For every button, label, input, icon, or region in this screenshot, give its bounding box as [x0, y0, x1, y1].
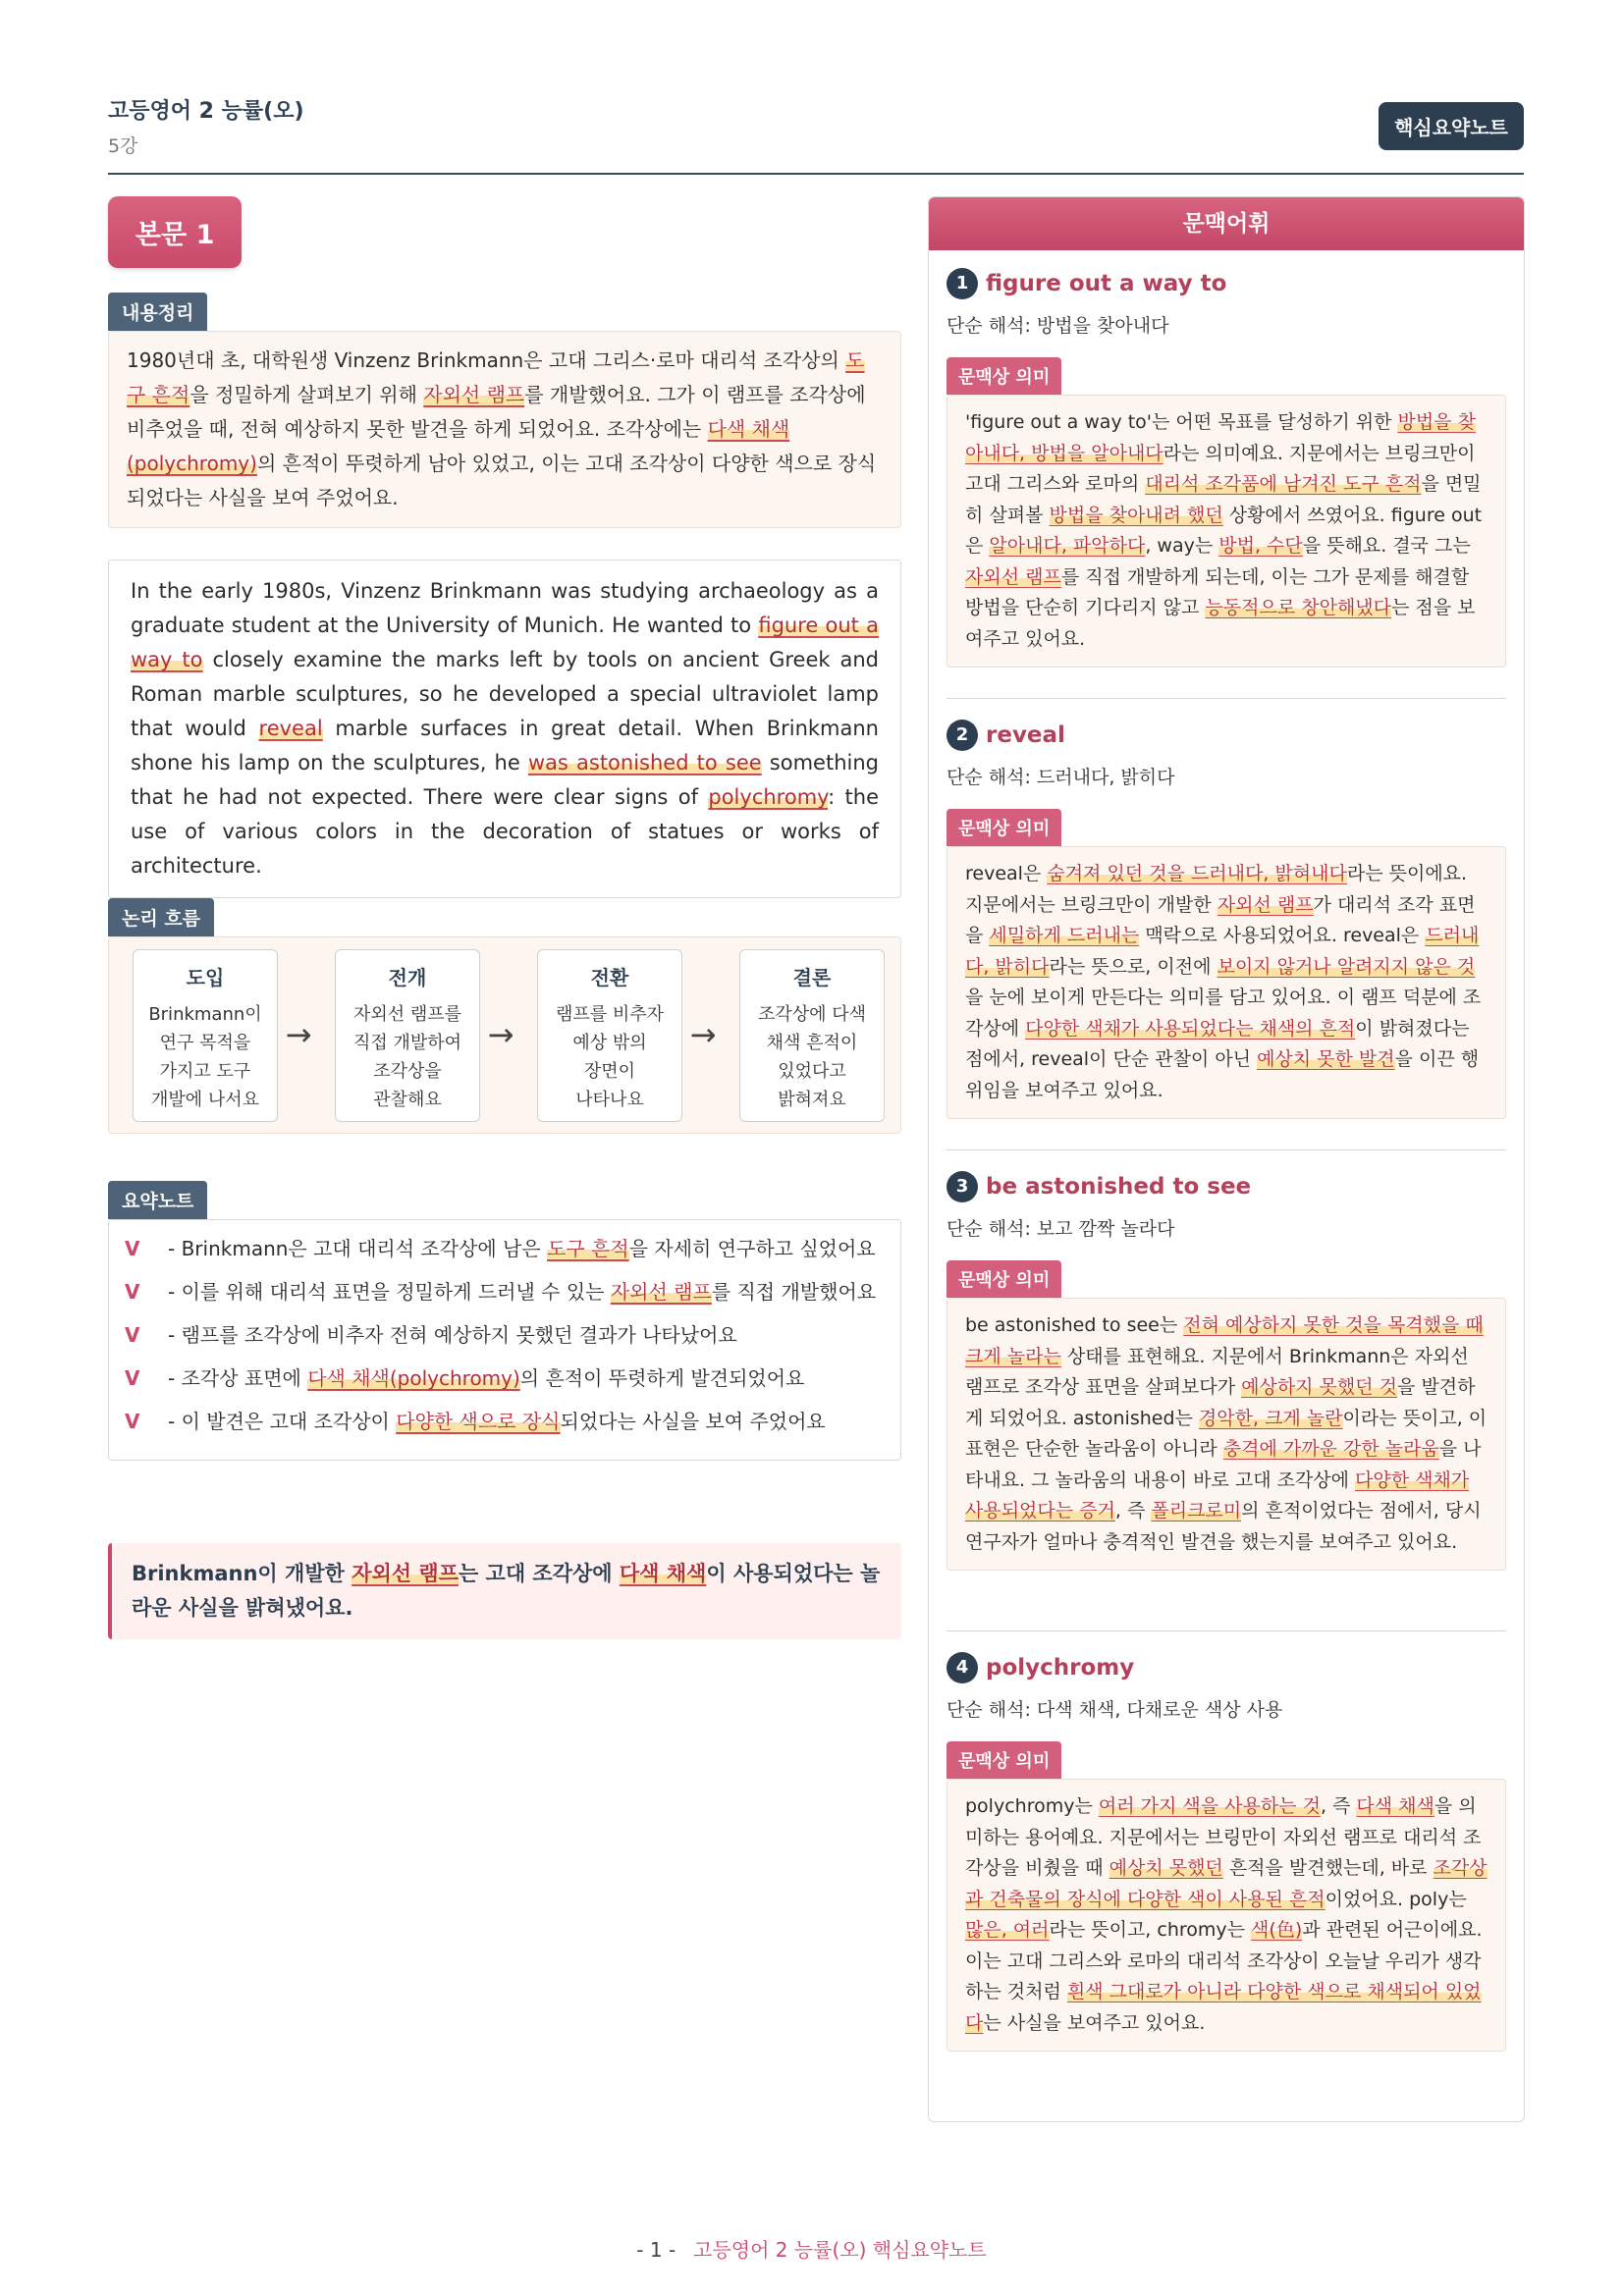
content-summary-section [108, 293, 901, 528]
check-mark-icon: V [125, 1323, 140, 1347]
context-meaning-tag: 문맥상 의미 [947, 1260, 1061, 1298]
footer-title: 고등영어 2 능률(오) 핵심요약노트 [693, 2238, 987, 2262]
context-meaning-tag: 문맥상 의미 [947, 809, 1061, 846]
item-number-badge: 3 [947, 1171, 978, 1202]
list-item: V - 이 발견은 고대 조각상이 다양한 색으로 장식되었다는 사실을 보여 주었어요 [125, 1405, 885, 1438]
context-meaning-text: polychromy는 여러 가지 색을 사용하는 것, 즉 다색 채색을 의미하는 용어예요. 지문에서는 브링만이 자외선 램프로 대리석 조각상을 비췄을 때 예상치 못했던 흔적을 발견했는데, 바로 조각상과 건축물의 장식에 다양한 색이 사용된 흔적이었어요. poly는 많은, 여러라는 뜻이고, chromy는 색(色)과 관련된 어근이에요. 이는 고대 그리스와 로마의 대리석 조각상이 오늘날 우리가 생각하는 것처럼 흰색 그대로가 아니라 다양한 색으로 채색되어 있었다는 사실을 보여주고 있어요. [947, 1779, 1506, 2052]
page-header [108, 94, 1524, 175]
flow-step-development: 전개 자외선 램프를 직접 개발하여 조각상을 관찰해요 [335, 949, 480, 1122]
simple-meaning: 단순 해석: 다색 채색, 다채로운 색상 사용 [947, 1699, 1283, 1721]
summary-list [108, 1219, 901, 1461]
list-item: V - 램프를 조각상에 비추자 전혀 예상하지 못했던 결과가 나타났어요 [125, 1318, 885, 1352]
list-item: V - 조각상 표면에 다색 채색(polychromy)의 흔적이 뚜렷하게 발견되었어요 [125, 1362, 885, 1395]
divider [947, 698, 1506, 699]
content-summary-text: 1980년대 초, 대학원생 Vinzenz Brinkmann은 고대 그리스·로마 대리석 조각상의 도구 흔적을 정밀하게 살펴보기 위해 자외선 램프를 개발했어요. 그가 이 램프를 조각상에 비추었을 때, 전혀 예상하지 못한 발견을 하게 되었어요. 조각상에는 다색 채색(polychromy)의 흔적이 뚜렷하게 남아 있었고, 이는 고대 조각상이 다양한 색으로 장식되었다는 사실을 보여 주었어요. [108, 331, 901, 528]
logic-flow-section [108, 898, 901, 1134]
vocab-item-3 [947, 1171, 1506, 1571]
check-mark-icon: V [125, 1280, 140, 1304]
item-number-badge: 4 [947, 1652, 978, 1683]
note-type-badge: 핵심요약노트 [1379, 102, 1524, 150]
context-meaning-text: be astonished to see는 전혀 예상하지 못한 것을 목격했을 때 크게 놀라는 상태를 표현해요. 지문에서 Brinkmann은 자외선 램프로 조각상 표면을 살펴보다가 예상하지 못했던 것을 발견하게 되었어요. astonished는 경악한, 크게 놀란이라는 뜻이고, 이 표현은 단순한 놀라움이 아니라 충격에 가까운 강한 놀라움을 나타내요. 그 놀라움의 내용이 바로 고대 조각상에 다양한 색채가 사용되었다는 증거, 즉 폴리크로미의 흔적이었다는 점에서, 당시 연구자가 얼마나 충격적인 발견을 했는지를 보여주고 있어요. [947, 1298, 1506, 1571]
vocab-item-1 [947, 268, 1506, 667]
item-number-badge: 2 [947, 720, 978, 751]
vocab-item-2 [947, 720, 1506, 1119]
flow-arrow-icon: → [285, 1016, 312, 1053]
lesson-number: 5강 [108, 135, 138, 157]
vocab-word: be astonished to see [986, 1174, 1252, 1200]
flow-step-conclusion: 결론 조각상에 다색 채색 흔적이 있었다고 밝혀져요 [739, 949, 885, 1122]
check-mark-icon: V [125, 1366, 140, 1390]
page-title: 고등영어 2 능률(오) [108, 99, 304, 124]
check-mark-icon: V [125, 1237, 140, 1260]
list-item: V - 이를 위해 대리석 표면을 정밀하게 드러낼 수 있는 자외선 램프를 직접 개발했어요 [125, 1275, 885, 1308]
context-vocabulary-panel [928, 196, 1525, 2122]
divider [947, 1149, 1506, 1150]
vocab-word: figure out a way to [986, 271, 1227, 296]
logic-flow [108, 936, 901, 1134]
context-meaning-text: reveal은 숨겨져 있던 것을 드러내다, 밝혀내다라는 뜻이에요. 지문에서는 브링크만이 개발한 자외선 램프가 대리석 조각 표면을 세밀하게 드러내는 맥락으로 사용되었어요. reveal은 드러내다, 밝히다라는 뜻으로, 이전에 보이지 않거나 알려지지 않은 것을 눈에 보이게 만든다는 의미를 담고 있어요. 이 램프 덕분에 조각상에 다양한 색채가 사용되었다는 채색의 흔적이 밝혀졌다는 점에서, reveal이 단순 관찰이 아닌 예상치 못한 발견을 이끈 행위임을 보여주고 있어요. [947, 846, 1506, 1119]
simple-meaning: 단순 해석: 보고 깜짝 놀라다 [947, 1218, 1175, 1240]
flow-step-intro: 도입 Brinkmann이 연구 목적을 가지고 도구 개발에 나서요 [133, 949, 278, 1122]
list-item: V - Brinkmann은 고대 대리석 조각상에 남은 도구 흔적을 자세히 연구하고 싶었어요 [125, 1232, 885, 1265]
content-summary-tag: 내용정리 [108, 293, 207, 331]
divider [947, 1630, 1506, 1631]
flow-step-turn: 전환 램프를 비추자 예상 밖의 장면이 나타나요 [537, 949, 682, 1122]
logic-flow-tag: 논리 흐름 [108, 898, 214, 936]
vocab-word: polychromy [986, 1655, 1135, 1681]
flow-arrow-icon: → [689, 1016, 717, 1053]
page-footer [0, 2234, 1623, 2263]
page-number: - 1 - [636, 2238, 676, 2262]
conclusion-box: Brinkmann이 개발한 자외선 램프는 고대 조각상에 다색 채색이 사용되었다는 놀라운 사실을 밝혀냈어요. [108, 1543, 901, 1639]
summary-note-section [108, 1181, 901, 1461]
left-column [108, 196, 901, 1620]
vocab-word: reveal [986, 722, 1065, 748]
section-label: 본문 1 [108, 196, 242, 268]
passage-section [108, 560, 901, 898]
summary-note-tag: 요약노트 [108, 1181, 207, 1219]
context-meaning-tag: 문맥상 의미 [947, 357, 1061, 395]
vocab-item-4 [947, 1652, 1506, 2052]
context-meaning-text: 'figure out a way to'는 어떤 목표를 달성하기 위한 방법을 찾아내다, 방법을 알아내다라는 의미예요. 지문에서는 브링크만이 고대 그리스와 로마의 대리석 조각품에 남겨진 도구 흔적을 면밀히 살펴볼 방법을 찾아내려 했던 상황에서 쓰였어요. figure out은 알아내다, 파악하다, way는 방법, 수단을 뜻해요. 결국 그는 자외선 램프를 직접 개발하게 되는데, 이는 그가 문제를 해결할 방법을 단순히 기다리지 않고 능동적으로 창안해냈다는 점을 보여주고 있어요. [947, 395, 1506, 667]
check-mark-icon: V [125, 1410, 140, 1433]
panel-title: 문맥어휘 [929, 197, 1524, 250]
simple-meaning: 단순 해석: 드러내다, 밝히다 [947, 767, 1175, 788]
context-meaning-tag: 문맥상 의미 [947, 1741, 1061, 1779]
flow-arrow-icon: → [487, 1016, 514, 1053]
simple-meaning: 단순 해석: 방법을 찾아내다 [947, 315, 1169, 337]
item-number-badge: 1 [947, 268, 978, 299]
english-passage: In the early 1980s, Vinzenz Brinkmann was studying archaeology as a graduate student at the University of Munich. He wanted to figure out a way to closely examine the marks left by tools on ancient Greek and Roman marble sculptures, so he developed a special ultraviolet lamp that would reveal marble surfaces in great detail. When Brinkmann shone his lamp on the sculptures, he was astonished to see something that he had not expected. There were clear signs of polychromy: the use of various colors in the decoration of statues or works of architecture. [108, 560, 901, 898]
